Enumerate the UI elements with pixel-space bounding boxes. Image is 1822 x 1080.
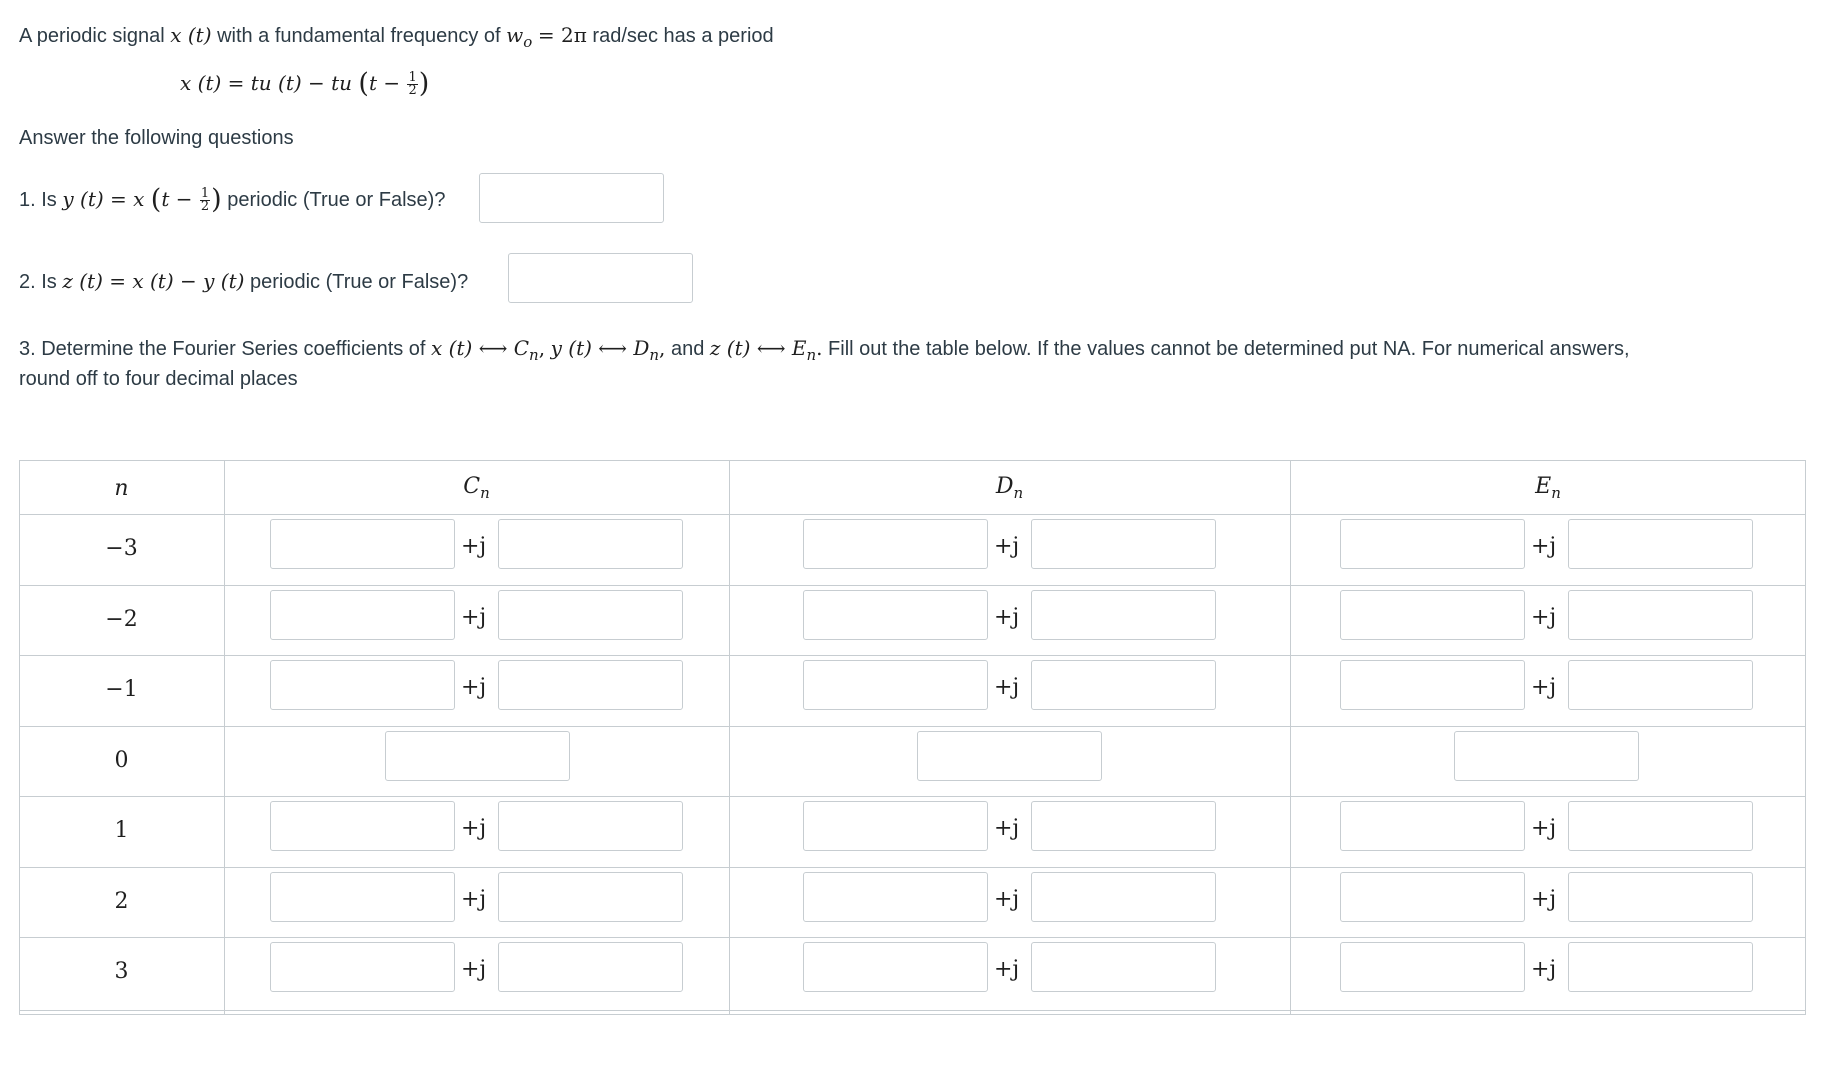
table-double-bottom-line xyxy=(19,1010,1806,1011)
table-row-divider xyxy=(19,867,1806,868)
plus-j-label: +j xyxy=(1531,887,1557,912)
intro-signal: x (t) xyxy=(170,23,212,47)
table-row-divider xyxy=(19,585,1806,586)
dn-value-input[interactable] xyxy=(917,731,1102,781)
equation-arg: t − xyxy=(368,71,401,95)
table-col-divider xyxy=(224,460,225,1015)
q3-pair-y: y (t) ⟷ $D_n$, xyxy=(550,336,666,364)
cn-real-input[interactable] xyxy=(270,519,455,569)
cn-imag-input[interactable] xyxy=(498,660,683,710)
en-real-input[interactable] xyxy=(1340,590,1525,640)
instructions: Answer the following questions xyxy=(19,127,294,149)
row-n-value: −1 xyxy=(105,677,138,702)
period-equation: x (t) = tu (t) − tu (t − $\frac{1}{2}$ ) xyxy=(180,68,430,99)
q3-tail: Fill out the table below. If the values cannot be determined put NA. For numerical answers, xyxy=(828,338,1630,360)
plus-j-label: +j xyxy=(1531,957,1557,982)
en-imag-input[interactable] xyxy=(1568,519,1753,569)
plus-j-label: +j xyxy=(994,816,1020,841)
q2-answer-input[interactable] xyxy=(508,253,693,303)
table-row-divider xyxy=(19,726,1806,727)
q3-prefix: 3. Determine the Fourier Series coefficients of xyxy=(19,338,426,360)
equation-fraction: $\frac{1}{2}$ xyxy=(408,70,417,98)
cn-imag-input[interactable] xyxy=(498,942,683,992)
cn-imag-input[interactable] xyxy=(498,872,683,922)
row-n-value: 0 xyxy=(114,748,129,773)
cn-imag-input[interactable] xyxy=(498,519,683,569)
cn-real-input[interactable] xyxy=(270,660,455,710)
en-real-input[interactable] xyxy=(1340,942,1525,992)
row-n-value: −2 xyxy=(105,607,138,632)
dn-real-input[interactable] xyxy=(803,872,988,922)
plus-j-label: +j xyxy=(461,675,487,700)
header-n: n xyxy=(114,476,129,501)
dn-real-input[interactable] xyxy=(803,590,988,640)
intro-prefix: A periodic signal xyxy=(19,25,165,47)
intro-freq-eq: = 2π xyxy=(537,23,587,47)
plus-j-label: +j xyxy=(461,605,487,630)
plus-j-label: +j xyxy=(994,887,1020,912)
row-n-value: −3 xyxy=(105,536,138,561)
table-row-divider xyxy=(19,514,1806,515)
header-en: $E_n$ xyxy=(1535,474,1561,502)
q3-pair-x: x (t) ⟷ $C_n$, xyxy=(431,336,546,364)
table-row-divider xyxy=(19,796,1806,797)
dn-real-input[interactable] xyxy=(803,801,988,851)
en-real-input[interactable] xyxy=(1340,660,1525,710)
q1-expr: y (t) = x (t − $\frac{1}{2}$ ) xyxy=(62,184,222,215)
cn-real-input[interactable] xyxy=(270,801,455,851)
dn-imag-input[interactable] xyxy=(1031,801,1216,851)
header-cn: $C_n$ xyxy=(463,474,490,502)
plus-j-label: +j xyxy=(994,957,1020,982)
plus-j-label: +j xyxy=(461,534,487,559)
en-imag-input[interactable] xyxy=(1568,660,1753,710)
dn-real-input[interactable] xyxy=(803,942,988,992)
dn-imag-input[interactable] xyxy=(1031,942,1216,992)
en-imag-input[interactable] xyxy=(1568,590,1753,640)
plus-j-label: +j xyxy=(461,957,487,982)
plus-j-label: +j xyxy=(461,816,487,841)
question-2 xyxy=(19,268,468,295)
en-real-input[interactable] xyxy=(1340,801,1525,851)
cn-value-input[interactable] xyxy=(385,731,570,781)
q3-pair-z: z (t) ⟷ $E_n$. xyxy=(709,336,823,364)
plus-j-label: +j xyxy=(1531,816,1557,841)
plus-j-label: +j xyxy=(994,605,1020,630)
intro-middle: with a fundamental frequency of xyxy=(217,25,501,47)
en-value-input[interactable] xyxy=(1454,731,1639,781)
dn-real-input[interactable] xyxy=(803,660,988,710)
cn-imag-input[interactable] xyxy=(498,590,683,640)
q1-prefix: 1. Is xyxy=(19,189,57,211)
plus-j-label: +j xyxy=(1531,534,1557,559)
cn-real-input[interactable] xyxy=(270,942,455,992)
row-n-value: 2 xyxy=(114,889,129,914)
cn-imag-input[interactable] xyxy=(498,801,683,851)
plus-j-label: +j xyxy=(994,675,1020,700)
plus-j-label: +j xyxy=(461,887,487,912)
question-3-line-2: round off to four decimal places xyxy=(19,368,298,390)
plus-j-label: +j xyxy=(1531,605,1557,630)
q3-and: and xyxy=(670,338,705,360)
question-1 xyxy=(19,186,445,213)
q2-suffix: periodic (True or False)? xyxy=(249,271,469,293)
header-dn: $D_n$ xyxy=(995,474,1024,502)
intro-freq-var: $w_o$ xyxy=(506,23,533,51)
en-imag-input[interactable] xyxy=(1568,942,1753,992)
table-col-divider xyxy=(729,460,730,1015)
table-row-divider xyxy=(19,655,1806,656)
intro-line xyxy=(19,22,774,55)
question-3 xyxy=(19,335,1630,368)
dn-imag-input[interactable] xyxy=(1031,660,1216,710)
en-real-input[interactable] xyxy=(1340,872,1525,922)
cn-real-input[interactable] xyxy=(270,872,455,922)
equation-lhs: x (t) = tu (t) − tu xyxy=(180,71,353,95)
cn-real-input[interactable] xyxy=(270,590,455,640)
en-imag-input[interactable] xyxy=(1568,801,1753,851)
plus-j-label: +j xyxy=(994,534,1020,559)
intro-suffix: rad/sec has a period xyxy=(592,25,774,47)
dn-imag-input[interactable] xyxy=(1031,872,1216,922)
plus-j-label: +j xyxy=(1531,675,1557,700)
row-n-value: 3 xyxy=(114,959,129,984)
q2-expr: z (t) = x (t) − y (t) xyxy=(62,269,245,293)
dn-real-input[interactable] xyxy=(803,519,988,569)
en-imag-input[interactable] xyxy=(1568,872,1753,922)
dn-imag-input[interactable] xyxy=(1031,519,1216,569)
q2-prefix: 2. Is xyxy=(19,271,57,293)
en-real-input[interactable] xyxy=(1340,519,1525,569)
dn-imag-input[interactable] xyxy=(1031,590,1216,640)
row-n-value: 1 xyxy=(114,818,129,843)
table-col-divider xyxy=(1290,460,1291,1015)
q1-suffix: periodic (True or False)? xyxy=(227,189,446,211)
table-row-divider xyxy=(19,937,1806,938)
q1-answer-input[interactable] xyxy=(479,173,664,223)
